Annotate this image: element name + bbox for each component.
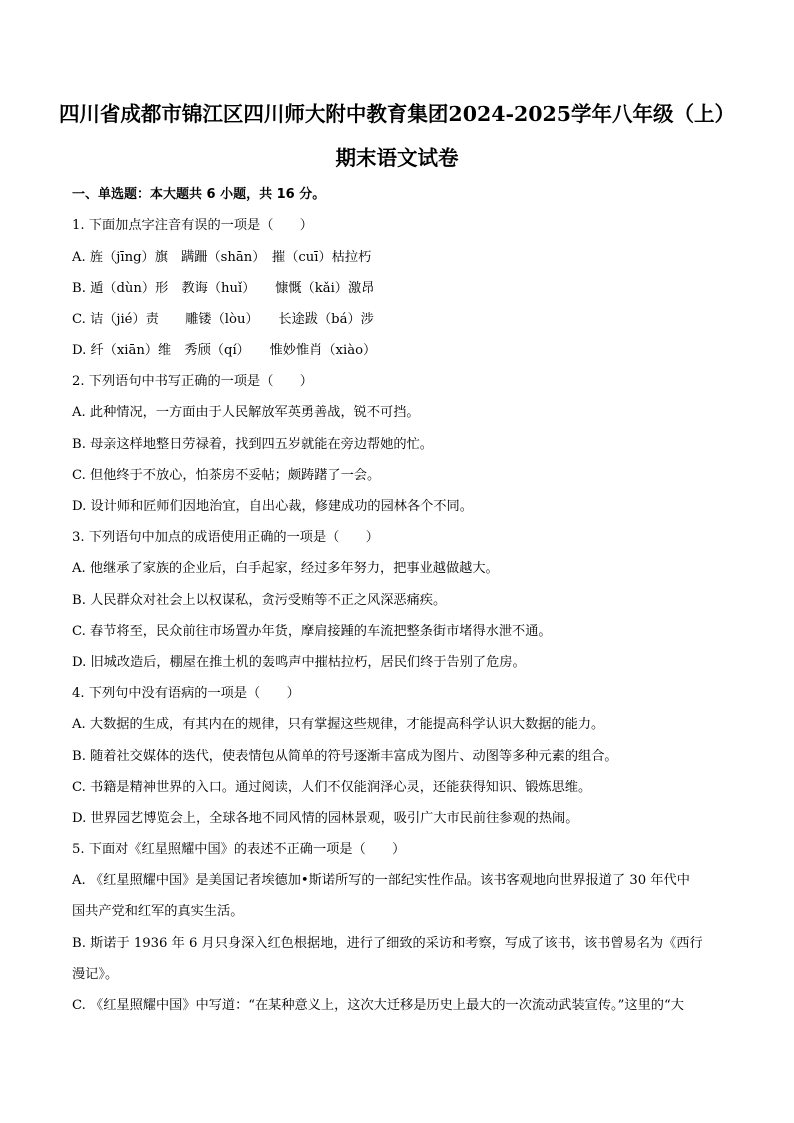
question-4-option-d: D. 世界园艺博览会上，全球各地不同风情的园林景观，吸引广大市民前往参观的热闹。	[72, 811, 579, 826]
question-3-option-d: D. 旧城改造后，棚屋在推土机的轰鸣声中摧枯拉朽，居民们终于告别了危房。	[72, 655, 526, 670]
question-2-option-d: D. 设计师和匠师们因地治宜，自出心裁，修建成功的园林各个不同。	[72, 499, 473, 514]
question-1-option-d: D. 纤（xiān）维 秀颀（qí） 惟妙惟肖（xiào）	[72, 343, 377, 358]
question-4-option-b: B. 随着社交媒体的迭代，使表情包从简单的符号逐渐丰富成为图片、动图等多种元素的组合。	[72, 749, 618, 764]
question-1-option-b: B. 遁（dùn）形 教诲（huǐ） 慷慨（kǎi）激昂	[72, 281, 375, 296]
question-2-option-c: C. 但他终于不放心，怕茶房不妥帖；颇踌躇了一会。	[72, 468, 381, 483]
question-1-stem: 1. 下面加点字注音有误的一项是（ ）	[72, 218, 313, 233]
question-1-option-a: A. 旌（jīng）旗 蹒跚（shān） 摧（cuī）枯拉朽	[72, 250, 372, 265]
question-5-option-a: A. 《红星照耀中国》是美国记者埃德加•斯诺所写的一部纪实性作品。该书客观地向世界报道了 30 年代中	[72, 873, 690, 888]
question-5-option-c: C. 《红星照耀中国》中写道：“在某种意义上，这次大迁移是历史上最大的一次流动武装宣传。”这里的“大	[72, 998, 684, 1013]
question-4-option-c: C. 书籍是精神世界的入口。通过阅读，人们不仅能润泽心灵，还能获得知识、锻炼思维。	[72, 780, 592, 795]
question-4-stem: 4. 下列句中没有语病的一项是（ ）	[72, 686, 300, 701]
question-5-stem: 5. 下面对《红星照耀中国》的表述不正确一项是（ ）	[72, 842, 406, 857]
question-1-option-c: C. 诘（jié）责 雕镂（lòu） 长途跋（bá）涉	[72, 312, 374, 327]
question-4-option-a: A. 大数据的生成，有其内在的规律，只有掌握这些规律，才能提高科学认识大数据的能力。	[72, 717, 605, 732]
question-5-option-b: B. 斯诺于 1936 年 6 月只身深入红色根据地，进行了细致的采访和考察，写成了该书，该书曾易名为《西行	[72, 936, 703, 951]
question-3-stem: 3. 下列语句中加点的成语使用正确的一项是（ ）	[72, 530, 379, 545]
section-heading: 一、单选题：本大题共 6 小题，共 16 分。	[72, 187, 326, 202]
question-3-option-c: C. 春节将至，民众前往市场置办年货，摩肩接踵的车流把整条街市堵得水泄不通。	[72, 624, 552, 639]
question-3-option-b: B. 人民群众对社会上以权谋私，贪污受贿等不正之风深恶痛疾。	[72, 593, 447, 608]
question-2-option-b: B. 母亲这样地整日劳禄着，找到四五岁就能在旁边帮她的忙。	[72, 437, 433, 452]
exam-title-line-1: 四川省成都市锦江区四川师大附中教育集团2024-2025学年八年级（上）	[58, 102, 736, 126]
exam-title-line-2: 期末语文试卷	[335, 146, 459, 170]
question-2-option-a: A. 此种情况，一方面由于人民解放军英勇善战，锐不可挡。	[72, 405, 420, 420]
question-2-stem: 2. 下列语句中书写正确的一项是（ ）	[72, 374, 313, 389]
question-3-option-a: A. 他继承了家族的企业后，白手起家，经过多年努力，把事业越做越大。	[72, 561, 499, 576]
question-5-option-b-cont: 漫记》。	[72, 967, 119, 982]
question-5-option-a-cont: 国共产党和红军的真实生活。	[72, 904, 244, 919]
